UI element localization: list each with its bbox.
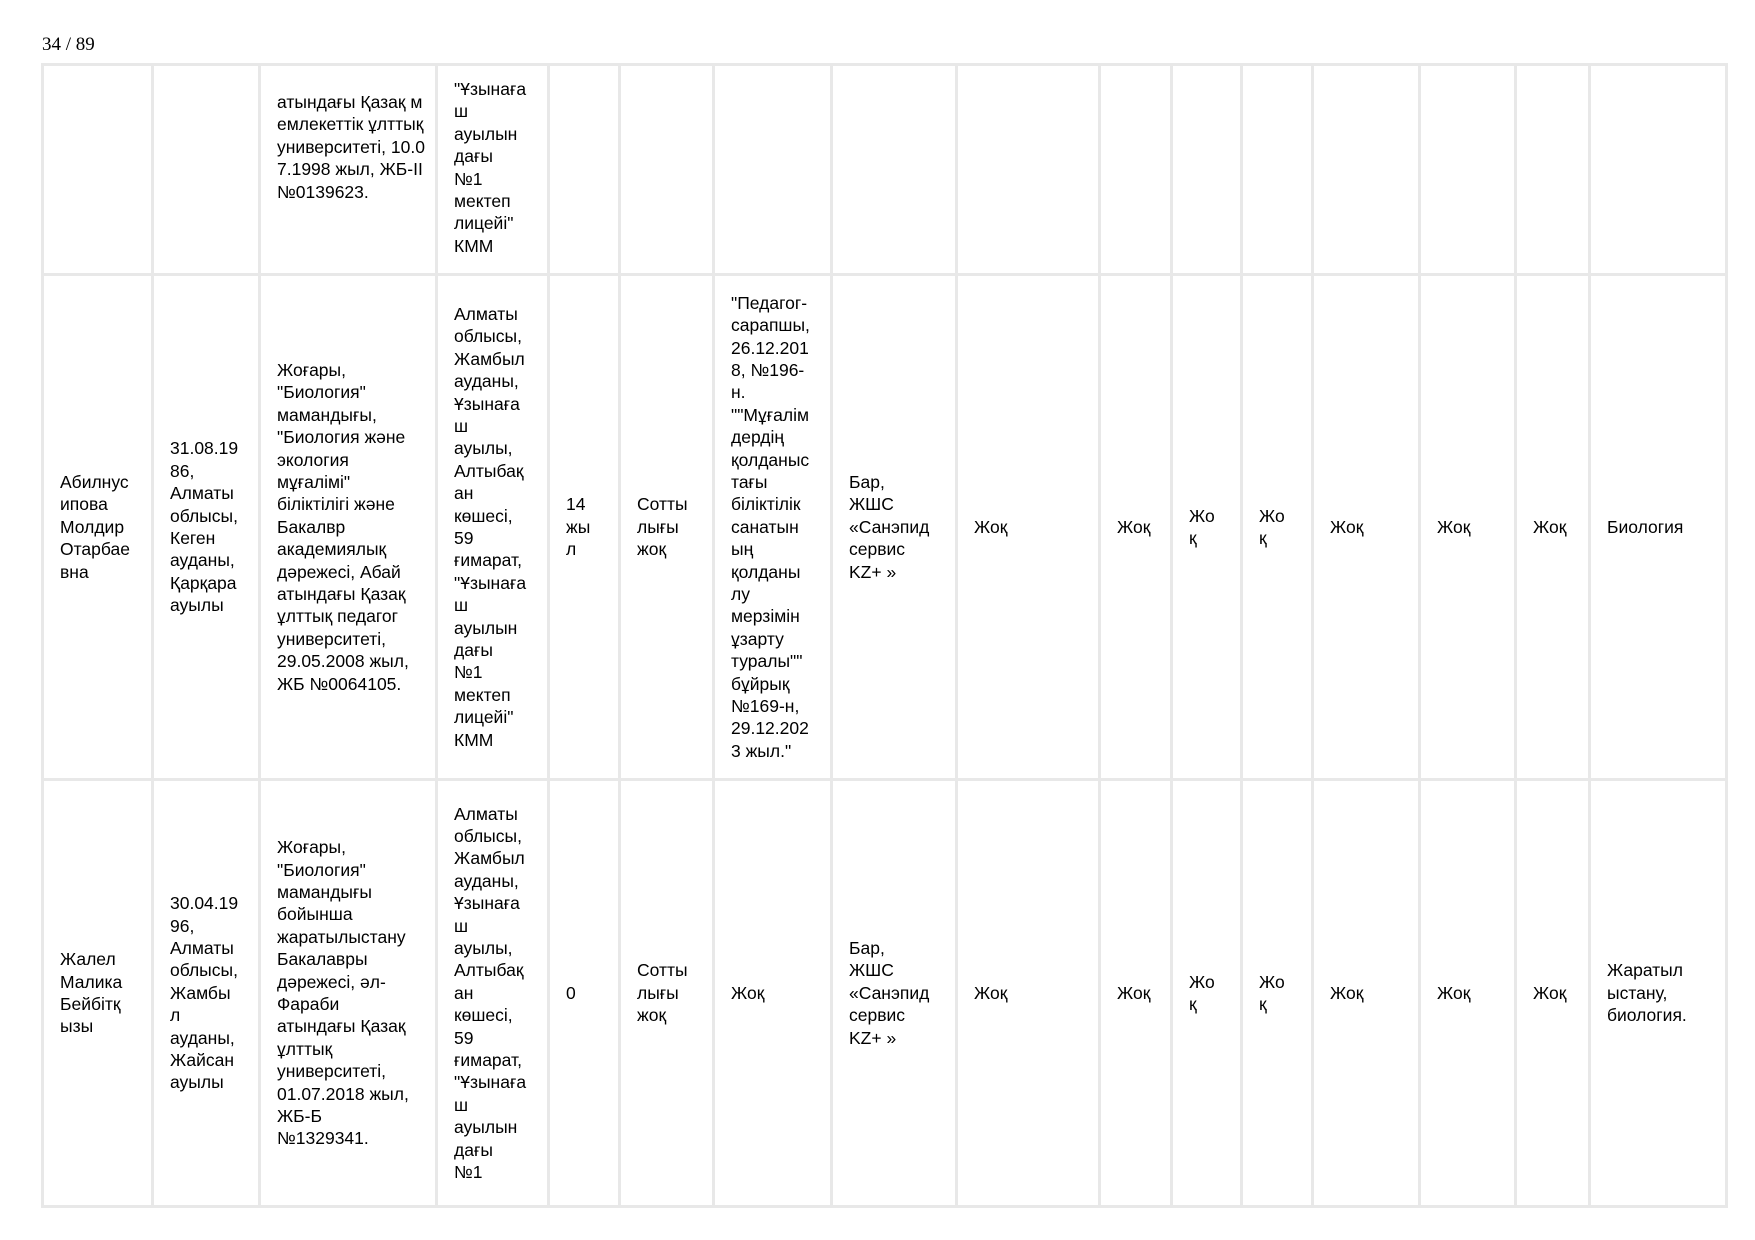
cell-col-15: Жоқ bbox=[1516, 275, 1590, 780]
cell-category: Жоқ bbox=[714, 780, 832, 1207]
cell-workplace: Алматы облысы, Жамбыл ауданы, Ұзынаға ш ауылы, Алтыбақ ан көшесі, 59 ғимарат, "Ұзынаға ш ауылын дағы №1 мектеп лицейі" КММ bbox=[437, 275, 549, 780]
cell-col-11 bbox=[1172, 65, 1242, 275]
cell-col-14 bbox=[1420, 65, 1516, 275]
cell-col-10 bbox=[1100, 65, 1172, 275]
cell-full-name bbox=[43, 65, 153, 275]
cell-criminal-record bbox=[620, 65, 714, 275]
cell-education: атындағы Қазақ мемлекеттік ұлттық университеті, 10.07.1998 жыл, ЖБ-II №0139623. bbox=[260, 65, 437, 275]
cell-col-12: Жо қ bbox=[1242, 780, 1313, 1207]
cell-col-14: Жоқ bbox=[1420, 780, 1516, 1207]
cell-education: Жоғары, "Биология" мамандығы, "Биология және экология мұғалімі" біліктілігі және Бакалвр академиялық дәрежесі, Абай атындағы Қазақ ұлттық педагог университеті, 29.05.2008 жыл, ЖБ №0064105. bbox=[260, 275, 437, 780]
cell-col-11: Жо қ bbox=[1172, 275, 1242, 780]
table-row bbox=[43, 275, 1727, 780]
cell-medical: Бар, ЖШС «Санэпид сервис KZ+ » bbox=[832, 275, 957, 780]
cell-col-13: Жоқ bbox=[1313, 275, 1420, 780]
cell-education: Жоғары, "Биология" мамандығы бойынша жаратылыстану Бакалавры дәрежесі, әл- Фараби атындағы Қазақ ұлттық университеті, 01.07.2018 жыл, ЖБ-Б №1329341. bbox=[260, 780, 437, 1207]
page-number: 34 / 89 bbox=[42, 34, 95, 55]
cell-col-9: Жоқ bbox=[957, 780, 1100, 1207]
cell-criminal-record: Сотты лығы жоқ bbox=[620, 780, 714, 1207]
cell-birth bbox=[153, 65, 260, 275]
cell-birth: 31.08.19 86, Алматы облысы, Кеген ауданы, Қарқара ауылы bbox=[153, 275, 260, 780]
cell-col-13: Жоқ bbox=[1313, 780, 1420, 1207]
cell-category bbox=[714, 65, 832, 275]
cell-col-13 bbox=[1313, 65, 1420, 275]
table-row bbox=[43, 780, 1727, 1207]
table-row bbox=[43, 65, 1727, 275]
cell-experience: 0 bbox=[549, 780, 620, 1207]
cell-col-9 bbox=[957, 65, 1100, 275]
cell-col-15: Жоқ bbox=[1516, 780, 1590, 1207]
cell-full-name: Жалел Малика Бейбітқ ызы bbox=[43, 780, 153, 1207]
cell-medical: Бар, ЖШС «Санэпид сервис KZ+ » bbox=[832, 780, 957, 1207]
cell-subject: Биология bbox=[1590, 275, 1727, 780]
staff-table bbox=[41, 63, 1728, 1208]
cell-subject: Жаратыл ыстану, биология. bbox=[1590, 780, 1727, 1207]
cell-col-11: Жо қ bbox=[1172, 780, 1242, 1207]
cell-criminal-record: Сотты лығы жоқ bbox=[620, 275, 714, 780]
cell-category: "Педагог- сарапшы, 26.12.201 8, №196- н. ""Мұғалім дердің қолданыс тағы біліктілік санатын ың қолданы лу мерзімін ұзарту туралы"" бұйрық №169-н, 29.12.202 3 жыл." bbox=[714, 275, 832, 780]
cell-birth: 30.04.19 96, Алматы облысы, Жамбы л ауданы, Жайсан ауылы bbox=[153, 780, 260, 1207]
cell-experience: 14 жы л bbox=[549, 275, 620, 780]
cell-full-name: Абилнус ипова Молдир Отарбае вна bbox=[43, 275, 153, 780]
cell-medical bbox=[832, 65, 957, 275]
cell-workplace: "Ұзынаға ш ауылын дағы №1 мектеп лицейі" КММ bbox=[437, 65, 549, 275]
cell-col-10: Жоқ bbox=[1100, 780, 1172, 1207]
cell-col-9: Жоқ bbox=[957, 275, 1100, 780]
cell-subject bbox=[1590, 65, 1727, 275]
cell-col-10: Жоқ bbox=[1100, 275, 1172, 780]
cell-experience bbox=[549, 65, 620, 275]
cell-workplace: Алматы облысы, Жамбыл ауданы, Ұзынаға ш ауылы, Алтыбақ ан көшесі, 59 ғимарат, "Ұзынаға ш ауылын дағы №1 bbox=[437, 780, 549, 1207]
cell-col-14: Жоқ bbox=[1420, 275, 1516, 780]
cell-col-12 bbox=[1242, 65, 1313, 275]
cell-col-12: Жо қ bbox=[1242, 275, 1313, 780]
cell-col-15 bbox=[1516, 65, 1590, 275]
